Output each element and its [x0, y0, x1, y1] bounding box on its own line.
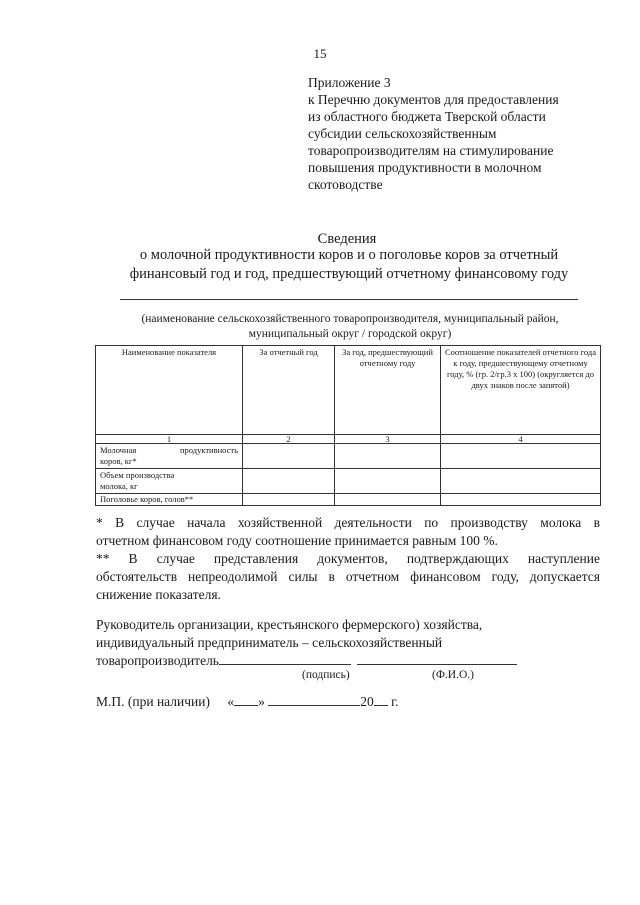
header-ratio: Соотношение показателей отчетного года к году, предшествующему отчетному году, % (гр. 2/гр.3 х 100) (округляется до двух знаков после запятой) [441, 346, 601, 435]
document-title: Сведения [317, 231, 377, 247]
table-row [96, 494, 601, 506]
row-name-line: Молочная продуктивность [100, 445, 238, 455]
caption-line: (наименование сельскохозяйственного товаропроизводителя, муниципальный район, [141, 313, 559, 325]
footnote-line: * В случае начала хозяйственной деятельности по производству молока в [96, 515, 600, 530]
row-name-milk-volume [96, 469, 243, 494]
full-name-caption: (Ф.И.О.) [432, 669, 474, 681]
table-cell[interactable] [335, 469, 441, 494]
open-quote: « [227, 694, 235, 709]
column-number: 4 [441, 435, 601, 444]
column-number: 1 [96, 435, 243, 444]
stamp-label: М.П. (при наличии) [96, 694, 210, 709]
header-previous-year: За год, предшествующий отчетному году [335, 346, 441, 435]
table-cell[interactable] [243, 444, 335, 469]
appendix-line: субсидии сельскохозяйственным [308, 126, 497, 141]
signature-caption: (подпись) [302, 669, 350, 681]
full-name-field[interactable] [357, 652, 517, 665]
day-field[interactable] [234, 693, 258, 706]
row-name-cow-headcount [96, 494, 243, 506]
footnotes [96, 514, 600, 604]
signature-field[interactable] [219, 652, 351, 665]
column-number: 2 [243, 435, 335, 444]
caption-line: муниципальный округ / городской округ) [248, 328, 452, 340]
organization-name-blank [120, 299, 578, 300]
subtitle-line: о молочной продуктивности коров и о поголовье коров за отчетный [139, 247, 559, 263]
row-name-line: Поголовье коров, голов** [100, 494, 194, 504]
document-subtitle [94, 246, 604, 284]
footnote-line: снижение показателя. [96, 587, 221, 602]
header-indicator-name: Наименование показателя [96, 346, 243, 435]
footnote-line: ** В случае представления документов, подтверждающих наступление [96, 551, 600, 566]
table-row [96, 469, 601, 494]
subtitle-line: финансовый год и год, предшествующий отчетному финансовому году [129, 266, 569, 282]
table-cell[interactable] [243, 494, 335, 506]
appendix-line: повышения продуктивности в молочном [308, 160, 542, 175]
indicators-table [95, 345, 601, 506]
header-reporting-year: За отчетный год [243, 346, 335, 435]
footnote-line: отчетном финансовом году соотношение принимается равным 100 %. [96, 533, 498, 548]
table-cell[interactable] [243, 469, 335, 494]
signature-line: Руководитель организации, крестьянского фермерского) хозяйства, [96, 617, 483, 632]
appendix-block [308, 74, 608, 193]
year-prefix: 20 [360, 694, 374, 709]
table-cell[interactable] [335, 494, 441, 506]
signature-line [96, 652, 616, 670]
signature-block [96, 616, 616, 670]
organization-caption [98, 312, 602, 342]
signature-role: товаропроизводитель [96, 653, 219, 668]
row-name-line: коров, кг* [100, 456, 137, 466]
row-name-line: молока, кг [100, 481, 138, 491]
month-field[interactable] [268, 693, 360, 706]
table-cell[interactable] [441, 444, 601, 469]
table-row [96, 444, 601, 469]
signature-line: индивидуальный предприниматель – сельскохозяйственный [96, 635, 443, 650]
stamp-date-line [96, 693, 399, 710]
close-quote: » [258, 694, 265, 709]
appendix-line: товаропроизводителям на стимулирование [308, 143, 554, 158]
table-cell[interactable] [441, 494, 601, 506]
table-cell[interactable] [335, 444, 441, 469]
appendix-line: к Перечню документов для предоставления [308, 92, 559, 107]
year-field[interactable] [374, 693, 388, 706]
footnote-line: обстоятельств непреодолимой силы в отчетном финансовом году, допускается [96, 569, 600, 584]
table-header-row [96, 346, 601, 435]
appendix-line: Приложение 3 [308, 75, 391, 90]
column-number: 3 [335, 435, 441, 444]
row-name-line: Объем производства [100, 470, 175, 480]
page-number: 15 [313, 46, 327, 61]
row-name-milk-productivity [96, 444, 243, 469]
appendix-line: из областного бюджета Тверской области [308, 109, 546, 124]
year-suffix: г. [391, 694, 399, 709]
table-cell[interactable] [441, 469, 601, 494]
appendix-line: скотоводстве [308, 177, 383, 192]
column-number-row [96, 435, 601, 444]
